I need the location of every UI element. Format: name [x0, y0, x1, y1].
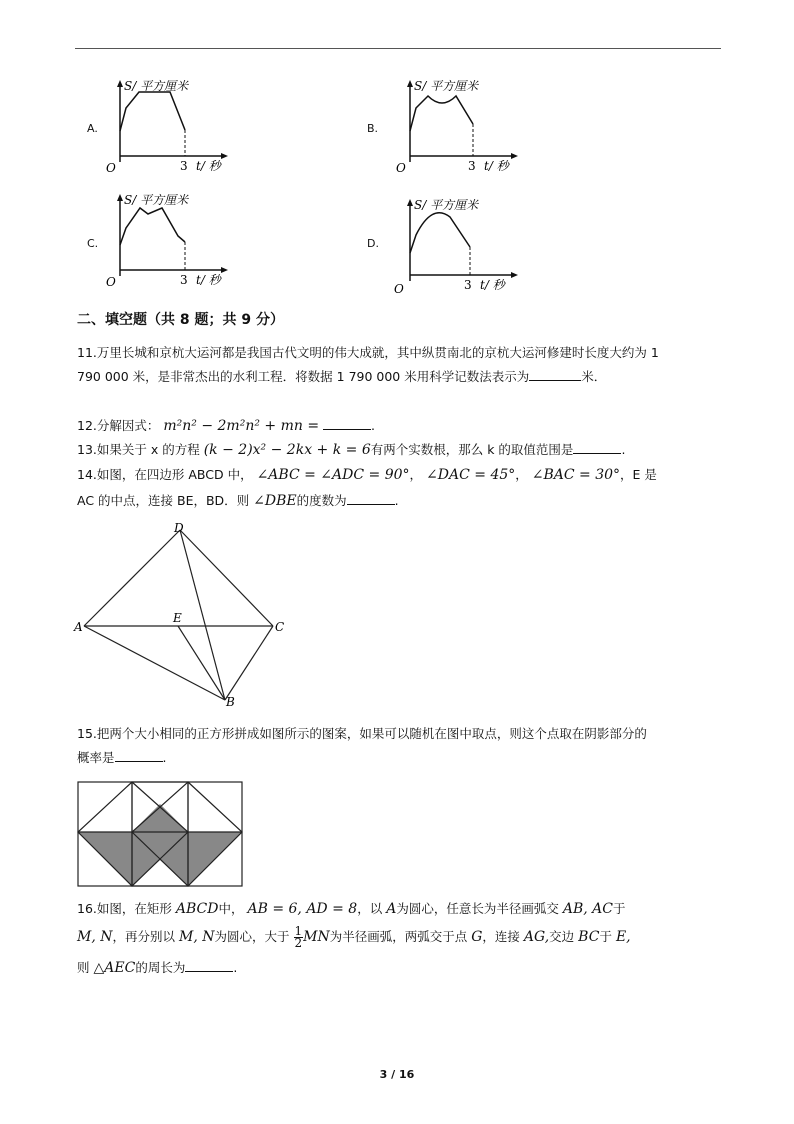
answer-blank [185, 959, 233, 972]
q16-arcs: AB, AC [562, 901, 613, 917]
q12-expression: m²n² − 2m²n² + mn = [163, 418, 320, 434]
question-16 [77, 901, 737, 976]
x-arrow-icon [221, 267, 228, 273]
q11-line2-text: 790 000 米，是非常杰出的水利工程．将数据 1 790 000 米用科学记数法表示为 [77, 369, 530, 384]
q16-text: 为半径画弧，两弧交于点 [329, 929, 468, 944]
q16-text: 中， [218, 901, 244, 916]
area-curve [410, 213, 470, 253]
x-arrow-icon [511, 272, 518, 278]
q16-text: 于 [612, 901, 626, 916]
question-15 [77, 726, 727, 766]
q14-angle: ∠DBE [253, 493, 297, 509]
q14-condition-1: ∠ABC = ∠ADC = 90° [256, 467, 410, 483]
q13-equation: (k − 2)x² − 2kx + k = 6 [203, 442, 371, 458]
q16-text: 则 [77, 960, 90, 975]
q16-bc: BC [578, 929, 600, 945]
q14-line2 [77, 492, 727, 509]
q14-line1: 14.如图，在四边形 ABCD 中， ∠ABC = ∠ADC = 90°， ∠DAC = 45°， ∠BAC = 30°，E 是 [77, 467, 657, 483]
y-axis-label: S/ 平方厘米 [414, 79, 479, 93]
section-title: 二、填空题（共 8 题；共 9 分） [77, 312, 284, 328]
q16-prefix: 16.如图，在矩形 [77, 901, 172, 916]
q16-point-g: G [471, 929, 483, 945]
option-a-label: A. [87, 122, 98, 135]
q16-triangle: △AEC [93, 960, 136, 976]
q16-text: ，以 [357, 901, 383, 916]
point-c-label: C [275, 620, 285, 634]
answer-blank [347, 492, 395, 505]
answer-blank [529, 368, 581, 381]
area-curve [410, 96, 473, 131]
y-axis-label: S/ 平方厘米 [414, 198, 479, 212]
origin-label: O [106, 161, 116, 175]
q16-text: 的周长为 [135, 960, 186, 975]
q14-condition-2: ∠DAC = 45° [426, 467, 516, 483]
y-arrow-icon [407, 80, 413, 87]
q16-text: ，再分别以 [112, 929, 176, 944]
q13-middle: 有两个实数根，那么 k 的取值范围是 [370, 442, 574, 457]
question-14 [77, 467, 727, 509]
y-arrow-icon [117, 80, 123, 87]
option-d-graph [390, 195, 520, 299]
q14-condition-3: ∠BAC = 30° [531, 467, 621, 483]
x-axis-label: t/ 秒 [480, 278, 505, 292]
option-a-graph [100, 76, 230, 178]
x-axis-label: t/ 秒 [196, 273, 221, 287]
q16-point-e: E, [615, 929, 631, 945]
answer-blank [115, 749, 163, 762]
question-12 [77, 417, 375, 434]
y-axis-label: S/ 平方厘米 [124, 79, 189, 93]
segment-dc [180, 530, 273, 626]
q16-given: AB = 6, AD = 8 [247, 901, 358, 917]
q14-tail: ，E 是 [620, 467, 657, 482]
q16-line3 [77, 959, 737, 976]
x-tick-label: 3 [468, 159, 476, 173]
segment-db [180, 530, 225, 700]
q15-line1: 15.把两个大小相同的正方形拼成如图所示的图案，如果可以随机在图中取点，则这个点取在阴影部分的 [77, 726, 647, 741]
x-arrow-icon [511, 153, 518, 159]
segment-ad [84, 530, 180, 626]
q16-mn: M, N [179, 929, 215, 945]
answer-blank [573, 441, 621, 454]
answer-blank [323, 417, 371, 430]
q11-line2 [77, 368, 727, 385]
point-d-label: D [174, 521, 184, 535]
area-curve [120, 208, 185, 245]
option-c-label: C. [87, 237, 99, 250]
q16-text: ，连接 [482, 929, 520, 944]
header-rule [75, 48, 721, 49]
option-b-label: B. [367, 122, 379, 135]
y-arrow-icon [407, 199, 413, 206]
q11-line2-end: 米． [581, 369, 607, 384]
q16-text: 为圆心，任意长为半径画弧交 [396, 901, 559, 916]
q13-prefix: 13.如果关于 x 的方程 [77, 442, 200, 457]
q16-line1 [77, 901, 737, 917]
segment-cb [225, 626, 273, 700]
page-number: 3 / 16 [379, 1068, 415, 1081]
q13-suffix: . [621, 442, 626, 457]
q14-figure [72, 520, 292, 710]
q12-prefix: 12.分解因式： [77, 418, 160, 433]
segment-eb [178, 626, 225, 700]
q14-prefix: 14.如图，在四边形 ABCD 中， [77, 467, 253, 482]
y-axis-label: S/ 平方厘米 [124, 193, 189, 207]
option-b-graph [390, 76, 520, 178]
q16-suffix: . [233, 960, 238, 975]
option-d-label: D. [367, 237, 379, 250]
q16-point-a: A [386, 901, 397, 917]
q15-suffix: . [162, 750, 167, 765]
point-e-label: E [173, 611, 182, 625]
q16-text: 交边 [549, 929, 575, 944]
origin-label: O [396, 161, 406, 175]
x-arrow-icon [221, 153, 228, 159]
y-arrow-icon [117, 194, 123, 201]
x-tick-label: 3 [180, 273, 188, 287]
q16-text: 为圆心，大于 [214, 929, 290, 944]
q14-line2-text: AC 的中点，连接 BE，BD．则 [77, 493, 250, 508]
x-axis-label: t/ 秒 [196, 159, 221, 173]
option-c-graph [100, 190, 230, 292]
q16-ag: AG, [523, 929, 550, 945]
q14-line2-mid: 的度数为 [296, 493, 347, 508]
q11-line1: 11.万里长城和京杭大运河都是我国古代文明的伟大成就，其中纵贯南北的京杭大运河修建时长度大约为 1 [77, 345, 659, 360]
q16-text: 于 [599, 929, 612, 944]
area-curve [120, 92, 185, 131]
q15-figure [76, 780, 246, 890]
question-11 [77, 345, 727, 385]
segment-ab [84, 626, 225, 700]
origin-label: O [106, 275, 116, 289]
q15-line2 [77, 749, 727, 766]
q16-line2 [77, 926, 737, 949]
q14-suffix: . [394, 493, 399, 508]
point-b-label: B [226, 695, 235, 709]
q16-mn: MN [303, 929, 330, 945]
x-tick-label: 3 [464, 278, 472, 292]
x-tick-label: 3 [180, 159, 188, 173]
question-13 [77, 441, 625, 458]
q16-mn: M, N [77, 929, 113, 945]
origin-label: O [394, 282, 404, 296]
point-a-label: A [74, 620, 83, 634]
q16-fraction: $\frac{1}{2}$ [294, 924, 303, 950]
x-axis-label: t/ 秒 [484, 159, 509, 173]
q15-line2-text: 概率是 [77, 750, 115, 765]
q12-suffix: . [371, 418, 376, 433]
q16-rect: ABCD [175, 901, 219, 917]
